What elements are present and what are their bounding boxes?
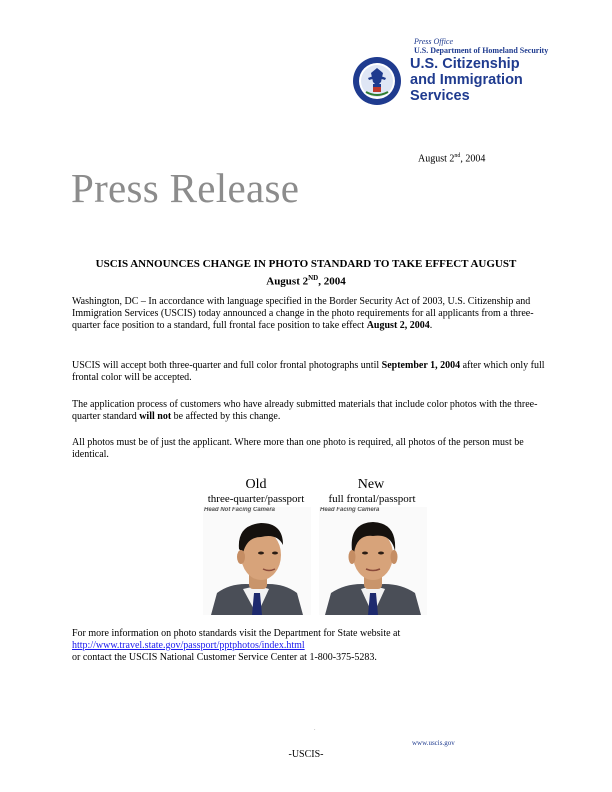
press-office-label: Press Office: [414, 37, 454, 46]
p1-end: .: [429, 320, 433, 331]
state-dept-photo-link[interactable]: http://www.travel.state.gov/passport/pptphotos/index.html: [72, 640, 305, 651]
paragraph-intro: [72, 296, 548, 332]
photo-new-caption: Head Facing Camera: [320, 507, 380, 513]
old-label: Old: [245, 477, 267, 492]
agency-wordmark: [410, 56, 523, 104]
more-info-line1: For more information on photo standards visit the Department for State website at: [72, 628, 401, 639]
p3-end: be affected by this change.: [171, 411, 281, 422]
separator-dot: .: [314, 726, 316, 732]
portrait-three-quarter-icon: [203, 507, 311, 615]
headline-year: , 2004: [318, 275, 346, 288]
new-sublabel: full frontal/passport: [328, 493, 416, 505]
headline-date-suffix: ND: [308, 274, 319, 282]
p3-bold: will not: [139, 411, 172, 422]
paragraph-deadline: [72, 360, 548, 384]
agency-line: U.S. Citizenship: [410, 56, 520, 72]
old-sublabel: three-quarter/passport: [207, 493, 305, 505]
p2-end: after which only full frontal color will be accepted.: [72, 360, 545, 383]
dhs-seal-icon: [352, 56, 402, 106]
p1-bold: August 2, 2004: [366, 320, 430, 331]
photo-three-quarter: [203, 507, 311, 615]
more-info-line3: or contact the USCIS National Customer Service Center at 1-800-375-5283.: [72, 652, 377, 663]
photo-full-frontal: [319, 507, 427, 615]
more-info: [72, 628, 552, 664]
p1-text: Washington, DC – In accordance with language specified in the Border Security Act of 2003, U.S. Citizenship and Immigration Services (USCIS) today announced a change in the photo requirements for all applicants from a three-quarter face position to a standard, full frontal face position to take effect: [72, 296, 534, 331]
website-link[interactable]: www.uscis.gov: [412, 739, 455, 747]
agency-line: and Immigration: [410, 72, 523, 88]
paragraph-identical: All photos must be of just the applicant. Where more than one photo is required, all photos of the person must be identical.: [72, 437, 524, 460]
paragraph-existing: [72, 399, 548, 423]
p3-text: The application process of customers who have already submitted materials that include color photos with the three-quarter standard: [72, 399, 538, 422]
portrait-frontal-icon: [319, 507, 427, 615]
headline-date: August 2: [266, 275, 309, 288]
headline-line2: [60, 271, 552, 289]
agency-line: Services: [410, 88, 470, 104]
page-title: Press Release: [71, 165, 300, 211]
end-mark: -USCIS-: [288, 749, 324, 760]
release-date: [418, 153, 485, 164]
headline: [60, 257, 552, 289]
department-name: U.S. Department of Homeland Security: [414, 46, 549, 55]
date-year: , 2004: [460, 153, 486, 165]
photo-old-caption: Head Not Facing Camera: [204, 507, 276, 513]
p2-bold: September 1, 2004: [381, 360, 461, 371]
headline-line1: USCIS ANNOUNCES CHANGE IN PHOTO STANDARD TO TAKE EFFECT AUGUST: [95, 258, 517, 270]
date-month-day: August 2: [418, 153, 455, 165]
p2-text: USCIS will accept both three-quarter and full color frontal photographs until: [72, 360, 382, 371]
date-suffix: nd: [454, 153, 461, 159]
new-label: New: [357, 477, 385, 492]
